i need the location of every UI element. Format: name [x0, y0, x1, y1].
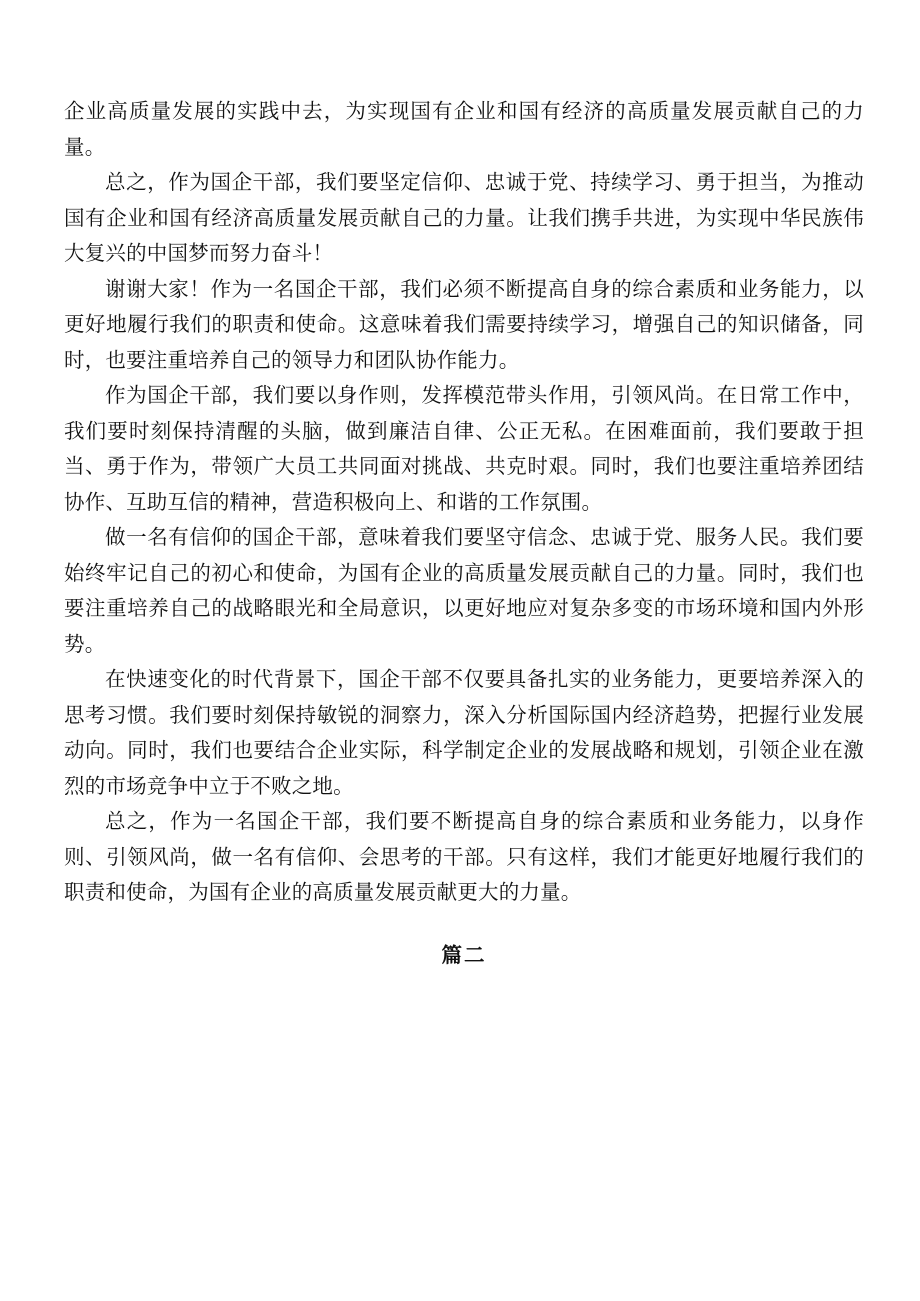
section-heading: 篇二: [441, 942, 487, 967]
paragraph-thinking: 在快速变化的时代背景下，国企干部不仅要具备扎实的业务能力，更要培养深入的思考习惯。我们要时刻保持敏锐的洞察力，深入分析国际国内经济趋势，把握行业发展动向。同时，我们也要结合企业实际，科学制定企业的发展战略和规划，引领企业在激烈的市场竞争中立于不败之地。: [64, 667, 864, 798]
paragraph-role-model: 作为国企干部，我们要以身作则，发挥模范带头作用，引领风尚。在日常工作中，我们要时刻保持清醒的头脑，做到廉洁自律、公正无私。在困难面前，我们要敢于担当、勇于作为，带领广大员工共同面对挑战、共克时艰。同时，我们也要注重培养团结协作、互助互信的精神，营造积极向上、和谐的工作氛围。: [64, 383, 864, 514]
document-page: [64, 94, 864, 973]
paragraph-faith: 做一名有信仰的国企干部，意味着我们要坚守信念、忠诚于党、服务人民。我们要始终牢记自己的初心和使命，为国有企业的高质量发展贡献自己的力量。同时，我们也要注重培养自己的战略眼光和全局意识，以更好地应对复杂多变的市场环境和国内外形势。: [64, 525, 864, 656]
paragraph-thanks: 谢谢大家！作为一名国企干部，我们必须不断提高自身的综合素质和业务能力，以更好地履行我们的职责和使命。这意味着我们需要持续学习，增强自己的知识储备，同时，也要注重培养自己的领导力和团队协作能力。: [64, 276, 864, 372]
paragraph-conclusion: 总之，作为国企干部，我们要坚定信仰、忠诚于党、持续学习、勇于担当，为推动国有企业和国有经济高质量发展贡献自己的力量。让我们携手共进，为实现中华民族伟大复兴的中国梦而努力奋斗！: [64, 170, 864, 265]
paragraph-summary: 总之，作为一名国企干部，我们要不断提高自身的综合素质和业务能力，以身作则、引领风尚，做一名有信仰、会思考的干部。只有这样，我们才能更好地履行我们的职责和使命，为国有企业的高质量发展贡献更大的力量。: [64, 809, 864, 904]
paragraph-continuation: 企业高质量发展的实践中去，为实现国有企业和国有经济的高质量发展贡献自己的力量。: [64, 99, 864, 159]
